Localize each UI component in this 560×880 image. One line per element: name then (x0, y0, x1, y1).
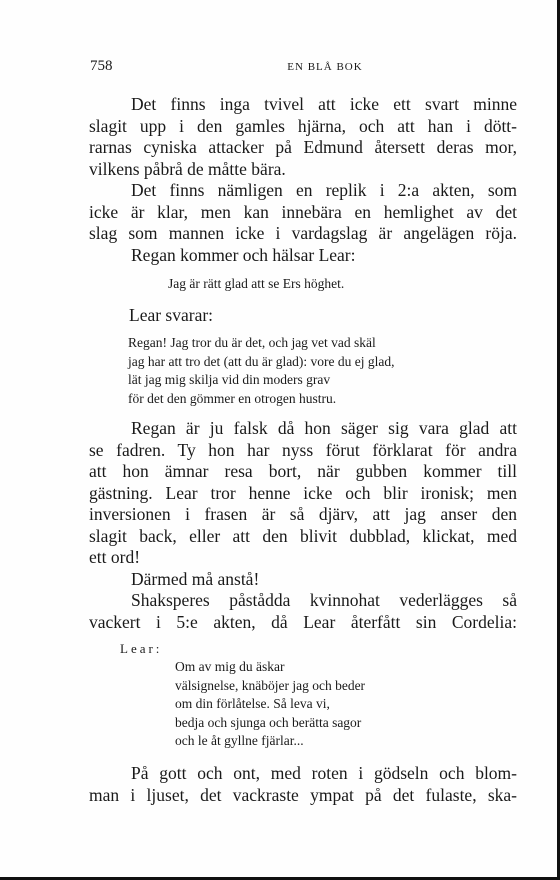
text-line: Det finns inga tvivel att icke ett svart minne (131, 94, 517, 114)
quote-line: Jag är rätt glad att se Ers höghet. (168, 276, 345, 291)
speaker-label: Lear: (120, 641, 163, 656)
text-line: vackert i 5:e akten, då Lear återfått sin Cordelia: (89, 611, 517, 632)
text-line: slagit back, eller att den blivit dubblad, klickat, med (89, 525, 517, 546)
text-line: vilkens påbrå de måtte bära. (89, 158, 286, 179)
text-line: Lear svarar: (129, 305, 214, 325)
text-line: slag som mannen icke i vardagslag är angelägen röja. (89, 223, 517, 243)
text-line: Regan kommer och hälsar Lear: (131, 244, 356, 265)
text-line: Det finns nämligen en replik i 2:a akten, som (131, 180, 517, 200)
running-title: EN BLÅ BOK (287, 61, 363, 73)
page-number: 758 (90, 58, 113, 74)
quote-regan (168, 275, 344, 294)
text-line: inversionen i frasen är så djärv, att jag anser den (89, 504, 517, 524)
paragraph-2 (89, 418, 517, 633)
text-line: På gott och ont, med roten i gödseln och blom- (131, 763, 517, 783)
quote-lear-1 (128, 334, 395, 408)
text-line: att hon ämnar resa bort, när gubben kommer till (89, 461, 517, 481)
text-line: Därmed må anstå! (131, 568, 260, 589)
quote-line: lät jag mig skilja vid din moders grav (128, 372, 331, 387)
text-line: icke är klar, men kan innebära en hemlighet av det (89, 201, 517, 222)
quote-line: om din förlåtelse. Så leva vi, (175, 696, 330, 711)
text-line: Regan är ju falsk då hon säger sig vara glad att (131, 418, 517, 438)
text-line: rarnas cyniska attacker på Edmund återsett deras mor, (89, 137, 517, 157)
quote-lear-2 (175, 658, 365, 751)
quote-line: och le åt gyllne fjärlar... (175, 733, 304, 748)
paragraph-1 (89, 94, 517, 266)
text-line: slagit upp i den gamles hjärna, och att han i dött- (89, 115, 517, 136)
page-header (90, 58, 520, 78)
quote-line: för det den gömmer en otrogen hustru. (128, 390, 337, 406)
text-line: man i ljuset, det vackraste ympat på det fulaste, ska- (89, 784, 517, 805)
paragraph-3 (89, 763, 517, 806)
quote-line: Regan! Jag tror du är det, och jag vet vad skäl (128, 335, 376, 350)
quote-line: välsignelse, knäböjer jag och beder (175, 677, 366, 693)
quote-line: jag har att tro det (att du är glad): vore du ej glad, (128, 353, 395, 369)
quote-line: bedja och sjunga och berätta sagor (175, 714, 362, 730)
lear-replies-line (89, 305, 517, 327)
text-line: Shaksperes påstådda kvinnohat vederlägges så (131, 590, 517, 610)
text-line: se fadren. Ty hon har nyss förut förklarat för andra (89, 439, 517, 460)
text-line: gästning. Lear tror henne icke och blir ironisk; men (89, 482, 517, 503)
quote-lear-2-speaker (120, 640, 162, 659)
quote-line: Om av mig du äskar (175, 659, 285, 674)
text-line: ett ord! (89, 547, 141, 567)
